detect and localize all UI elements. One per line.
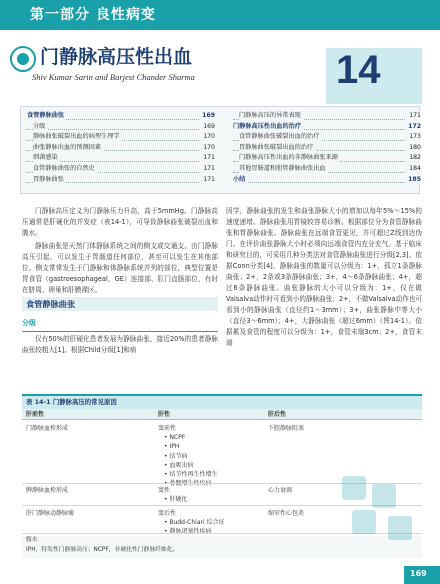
table-bullet-item <box>158 495 187 504</box>
toc-entry-title: 胃静脉曲张破裂出血的治疗 <box>239 143 315 154</box>
toc-entry-page: 173 <box>407 132 421 143</box>
toc-entry <box>27 175 215 186</box>
table-bullet-text: NCPF <box>169 434 186 442</box>
table-bullet-text: 结节性再生性增生 <box>169 471 218 479</box>
toc-entry-title: 门静脉高压性出血的治疗 <box>233 122 303 133</box>
table-cell: 心力衰竭 <box>268 487 293 494</box>
bullet-icon: • <box>164 434 170 442</box>
toc-entry-page: 182 <box>407 153 421 164</box>
toc-entry-title: 胃静脉曲张 <box>33 175 66 186</box>
bullet-icon: • <box>164 443 170 451</box>
toc-entry-title: 静脉曲张破裂出血的病理生理学 <box>33 132 122 143</box>
chapter-contents <box>20 106 420 194</box>
toc-entry-page: 185 <box>406 175 421 186</box>
toc-entry-title: 门静脉高压的异常表现 <box>239 111 303 122</box>
body-left-column <box>22 206 218 298</box>
table-bullet-text: Budd-Chiari 综合征 <box>169 519 225 527</box>
table-bullet-text: 静脉闭塞性疾病 <box>169 528 212 536</box>
table-footer-abbrev: IPH，特发性门静脉高压；NCPF，非硬化性门静脉纤维化。 <box>26 546 179 553</box>
toc-entry <box>233 111 421 122</box>
toc-entry-title: 门静脉高压性出血的非静脉曲张来源 <box>239 153 340 164</box>
toc-entry-page: 171 <box>201 164 215 175</box>
chapter-bullet-icon <box>10 46 36 72</box>
table-footer-note: 腹水 <box>26 537 38 543</box>
chapter-authors: Shiv Kumar Sarin and Barjest Chander Sharma <box>32 72 195 82</box>
toc-entry <box>233 175 421 186</box>
table-header-cell: 肝性 <box>158 411 171 418</box>
toc-entry-title: 其他胃肠道和胆管静脉曲张出血 <box>239 164 328 175</box>
body-right-column <box>226 206 422 351</box>
chapter-title: 门静脉高压性出血 <box>40 46 193 68</box>
toc-entry <box>233 164 421 175</box>
table-cell: 肝门静脉动静脉瘘 <box>26 510 75 517</box>
toc-entry <box>27 111 215 122</box>
table-bullet-item <box>158 518 225 527</box>
body-paragraph: 仅有50%的肝硬化患者发展为静脉曲张，接近20%的患者静脉曲张较粗大[1]。根据Child分级[1]和病 <box>22 335 218 354</box>
table-bullet-text: IPH <box>169 443 180 451</box>
toc-entry <box>27 143 215 154</box>
table-cell: 缩窄性心包炎 <box>268 510 305 517</box>
section-heading: 食管静脉曲张 <box>22 297 218 311</box>
table-bullet-text: 血吸虫病 <box>169 461 194 469</box>
toc-entry-page: 184 <box>407 164 421 175</box>
body-left-column-lower <box>22 334 218 358</box>
toc-entry-title: 小结 <box>233 175 247 186</box>
table-header-cell: 肝后性 <box>268 411 287 418</box>
table-header-row <box>22 409 422 420</box>
part-title: 第一部分 良性病变 <box>30 7 156 23</box>
table-title: 表 14-1 门静脉高压的常见原因 <box>22 396 422 409</box>
table-cell-category: 窦后性 <box>158 510 177 517</box>
toc-entry-title: 分级 <box>33 122 47 133</box>
toc-entry-page: 169 <box>201 122 215 133</box>
table-cell: 脾静脉血栓形成 <box>26 487 69 494</box>
table-bullet-item <box>158 461 217 470</box>
toc-entry <box>27 132 215 143</box>
toc-entry <box>233 143 421 154</box>
toc-entry-title: 细菌感染 <box>33 153 60 164</box>
toc-entry-title: 食管静脉曲张 <box>27 111 66 122</box>
subsection-rule <box>22 331 218 332</box>
toc-leader-dots <box>27 129 199 130</box>
toc-entry <box>27 122 215 133</box>
table-bullet-item <box>158 433 217 442</box>
table-cell-category: 窦性 <box>158 487 171 494</box>
table-bullet-item <box>158 470 217 479</box>
toc-entry-page: 171 <box>201 153 215 164</box>
body-paragraph: 静脉曲张是天然门体静脉系统之间的侧支或交通支。由门静脉高压引起，可以发生于胃肠道任何部位，甚至可以发生在其他部位。侧支常常发生于门静脉和体静脉系统并列的部位，典型位置是胃食管（gastroesophageal，GE）连接部、肛门直肠部位，有时在脐周、卵巢和肝膜裸区。 <box>22 242 218 294</box>
toc-entry <box>233 122 421 133</box>
toc-entry <box>27 164 215 175</box>
table-header-cell: 肝前性 <box>26 411 45 418</box>
toc-entry-page: 172 <box>406 122 421 133</box>
table-bullet-item <box>158 452 217 461</box>
bullet-icon: • <box>164 480 170 488</box>
bullet-icon: • <box>164 461 170 469</box>
table-cell <box>158 486 187 504</box>
toc-entry <box>233 153 421 164</box>
table-bullet-text: 结节病 <box>169 452 188 460</box>
body-paragraph: 因学，静脉曲张的发生和曲张静脉大小的增加以每年5%～15%的速度递增。静脉曲张用胃镜较容易诊断。根据部位分为食管静脉曲张和胃静脉曲张。静脉曲张在远端食管更见，并可超过Z线到达伪门。在评价曲张静脉大小时必须向远端食管内充分充气。基于临床和研究目的，可采用几种分类法对食管静脉曲张进行分级[2,3]。依据Conn分类[4]，静脉曲张的数量可以分级为：1+，孤立1条静脉曲张；2+，2条或3条静脉曲张；3+，4～6条静脉曲张；4+，超过6条静脉曲张。曲张静脉的大小可以分级为：1+，仅在做Valsalva动作时可看到小的静脉曲张；2+，不做Valsalva动作也可看到小的静脉曲张（直径约1～3mm）；3+，曲张静脉中等大小（直径3～6mm）；4+，大静脉曲张（超过6mm）（图14-1）。依据累及食管的程度可以分级为：1+，食管末端3cm；2+，食管末端 <box>226 207 422 347</box>
toc-right-column <box>233 111 421 185</box>
toc-left-column <box>27 111 215 185</box>
table-cell-category: 窦前性 <box>158 425 177 432</box>
toc-entry-title: 曲张静脉出血的预测因素 <box>33 143 103 154</box>
toc-entry-page: 171 <box>201 175 215 186</box>
toc-leader-dots <box>233 182 405 183</box>
bullet-icon: • <box>164 528 170 536</box>
toc-entry-page: 169 <box>200 111 215 122</box>
toc-entry-page: 170 <box>201 132 215 143</box>
toc-entry-page: 180 <box>407 143 421 154</box>
table-bullet-text: 肝硬化 <box>169 496 188 504</box>
body-paragraph: 门静脉高压定义为门静脉压力升高，高于5mmHg。门静脉高压通常是肝硬化的并发症（表14-1），可导致静脉曲张破裂出血和腹水。 <box>22 207 218 237</box>
table-cell: 下腔静脉阻塞 <box>268 425 305 432</box>
table-bullet-item <box>158 442 217 451</box>
bullet-icon: • <box>164 519 170 527</box>
toc-entry-title: 食管静脉曲张破裂出血的治疗 <box>239 132 321 143</box>
toc-entry-page: 170 <box>201 143 215 154</box>
subsection-heading: 分级 <box>22 319 36 327</box>
toc-entry <box>233 132 421 143</box>
table-bullet-text: 骨髓增生性疾病 <box>169 480 212 488</box>
page-number: 169 <box>410 569 427 578</box>
table-cell <box>158 424 217 488</box>
toc-entry-page: 171 <box>407 111 421 122</box>
bullet-icon: • <box>164 471 170 479</box>
watermark-graphic <box>338 470 426 550</box>
toc-entry <box>27 153 215 164</box>
toc-entry-title: 食管静脉曲张的自然史 <box>33 164 97 175</box>
table-cell: 门静脉血栓形成 <box>26 425 69 432</box>
bullet-icon: • <box>164 452 170 460</box>
chapter-number: 14 <box>336 48 381 92</box>
bullet-icon: • <box>164 496 170 504</box>
